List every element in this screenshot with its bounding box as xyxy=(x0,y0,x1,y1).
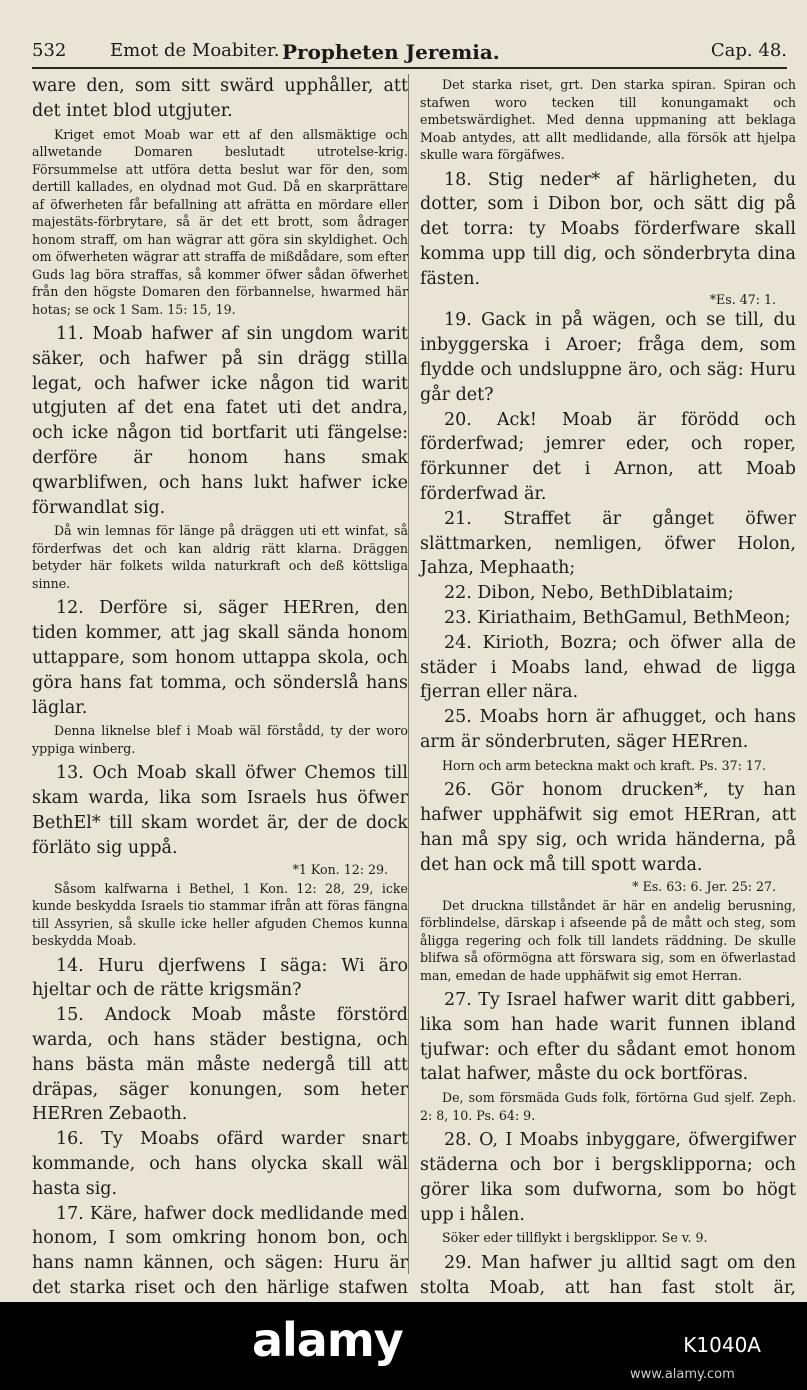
verse-paragraph: 26. Gör honom drucken*, ty han hafwer upphäfwit sig emot HERran, att han må spy sig, och wrida händerna, på det han ock må till spott warda. xyxy=(420,780,796,875)
watermark-logo: alamy xyxy=(252,1313,403,1367)
commentary-note: Då win lemnas för länge på dräggen uti ett winfat, så förderfwas det och kan aldrig rätt klarna. Dräggen betyder här folkets wilda naturkraft och deß köttsliga sinne. xyxy=(32,523,408,591)
verse-paragraph: 25. Moabs horn är afhugget, och hans arm är sönderbruten, säger HERren. xyxy=(420,707,796,753)
verse-paragraph: 12. Derföre si, säger HERren, den tiden kommer, att jag skall sända honom uttappare, som honom uttappa skola, och göra hans fat tomma, och sönderslå hans läglar. xyxy=(32,598,408,718)
commentary-note: Det starka riset, grt. Den starka spiran. Spiran och stafwen woro tecken till konungamakt och embetswärdighet. Med denna uppmaning att beklaga Moab antydes, att allt medlidande, alla försök att hjelpa skulle wara förgäfwes. xyxy=(420,77,796,162)
commentary-note: Horn och arm beteckna makt och kraft. Ps. 37: 17. xyxy=(442,757,766,773)
commentary-note: Söker eder tillflykt i bergsklippor. Se v. 9. xyxy=(442,1230,708,1246)
verse-paragraph: 14. Huru djerfwens I säga: Wi äro hjeltar och de rätte krigsmän? xyxy=(32,955,408,1001)
verse-paragraph: 11. Moab hafwer af sin ungdom warit säker, och hafwer på sin drägg stilla legat, och hafwer icke någon tid warit utgjuten af det ena fatet uti det andra, och icke någon tid bortfarit uti fängelse: derföre är honom hans smak qwarblifwen, och hans lukt hafwer icke förwandlat sig. xyxy=(32,324,408,518)
page-header xyxy=(32,40,787,70)
book-title: Propheten Jeremia. xyxy=(282,40,500,64)
verse-paragraph: 13. Och Moab skall öfwer Chemos till skam warda, lika som Israels hus öfwer BethEl* till skam wordet är, der de dock förläto sig uppå. xyxy=(32,763,408,858)
page-number: 532 xyxy=(32,40,67,61)
commentary-note: Denna liknelse blef i Moab wäl förstådd, ty der woro yppiga winberg. xyxy=(32,723,408,756)
verse-paragraph: 17. Käre, hafwer dock medlidande med honom, I som omkring honom bon, och hans namn kännen, och sägen: Huru är det starka riset och den härlige stafwen xyxy=(32,1203,408,1298)
verse-paragraph: 21. Straffet är gånget öfwer slättmarken, nemligen, öfwer Holon, Jahza, Mephaath; xyxy=(420,508,796,579)
commentary-note: Kriget emot Moab war ett af den allsmäktige och allwetande Domaren beslutadt utrotelse-krig. Försummelse att utföra detta beslut war för den, som dertill kallades, en olydnad mot Gud. Då en skarprättare af öfwerheten får befallning att afrätta en mördare eller majestäts-förbrytare, så är det ett brott, som ådrager honom straff, om han wägrar att göra sin skyldighet. Och om öfwerheten wägrar att straffa de mißdådare, som efter Guds lag böra straffas, så kommer öfwer sådan öfwerhet från den högste Domaren den förbannelse, hwarmed här hotas; se ock 1 Sam. 15: 15, 19. xyxy=(32,126,408,317)
cross-reference: *Es. 47: 1. xyxy=(709,292,776,308)
cross-reference: * Es. 63: 6. Jer. 25: 27. xyxy=(632,878,776,894)
commentary-note: De, som försmäda Guds folk, förtörna Gud sjelf. Zeph. 2: 8, 10. Ps. 64: 9. xyxy=(420,1090,796,1123)
verse-paragraph: ware den, som sitt swärd upphåller, att det intet blod utgjuter. xyxy=(32,76,408,121)
verse-paragraph: 15. Andock Moab måste förstörd warda, och hans städer bestigna, och hans bästa män måste nedergå till att dräpas, säger konungen, som heter HERren Zebaoth. xyxy=(32,1005,408,1125)
cross-reference: *1 Kon. 12: 29. xyxy=(292,861,388,877)
verse-paragraph: 18. Stig neder* af härligheten, du dotter, som i Dibon bor, och sätt dig på det torra: ty Moabs förderfware skall komma upp till dig, och sönderbryta dina fästen. xyxy=(420,169,796,289)
left-column xyxy=(32,74,408,1302)
verse-paragraph: 20. Ack! Moab är förödd och förderfwad; jemrer eder, och roper, förkunner det i Arnon, att Moab förderfwad är. xyxy=(420,409,796,505)
verse-paragraph: 23. Kiriathaim, BethGamul, BethMeon; xyxy=(444,608,791,629)
running-title-left: Emot de Moabiter. xyxy=(110,40,280,61)
verse-paragraph: 29. Man hafwer ju alltid sagt om den stolta Moab, att han fast stolt är, xyxy=(420,1252,796,1298)
image-id: K1040A xyxy=(683,1333,761,1357)
chapter-label: Cap. 48. xyxy=(710,40,787,61)
column-divider xyxy=(408,74,409,1274)
verse-paragraph: 19. Gack in på wägen, och se till, du inbyggerska i Aroer; fråga dem, som flydde och undsluppne äro, och säg: Huru går det? xyxy=(420,310,796,405)
verse-paragraph: 22. Dibon, Nebo, BethDiblataim; xyxy=(444,583,734,604)
right-column xyxy=(420,74,796,1302)
verse-paragraph: 24. Kirioth, Bozra; och öfwer alla de städer i Moabs land, ehwad de ligga fjerran eller nära. xyxy=(420,632,796,703)
verse-paragraph: 28. O, I Moabs inbyggare, öfwergifwer städerna och bor i bergsklipporna; och görer lika som dufworna, som bo högt upp i hålen. xyxy=(420,1130,796,1225)
watermark-url: www.alamy.com xyxy=(630,1367,735,1382)
verse-paragraph: 27. Ty Israel hafwer warit ditt gabberi, lika som han hade warit funnen ibland tjufwar: och efter du sådant emot honom talat hafwer, måste du ock bortföras. xyxy=(420,990,796,1085)
header-rule xyxy=(32,67,787,69)
commentary-note: Det druckna tillståndet är här en andelig berusning, förblindelse, därskap i afseende på de mått och steg, som åligga regering och folk till landets räddning. De skulle blifwa så oförmögna att förswara sig, som en öfwerlastad man, emedan de hade upphäfwit sig emot Herran. xyxy=(420,897,796,983)
commentary-note: Såsom kalfwarna i Bethel, 1 Kon. 12: 28, 29, icke kunde beskydda Israels tio stammar ifrån att föras fängna till Assyrien, så skulle icke heller afguden Chemos kunna beskydda Moab. xyxy=(32,880,408,949)
verse-paragraph: 16. Ty Moabs ofärd warder snart kommande, och hans olycka skall wäl hasta sig. xyxy=(32,1129,408,1199)
